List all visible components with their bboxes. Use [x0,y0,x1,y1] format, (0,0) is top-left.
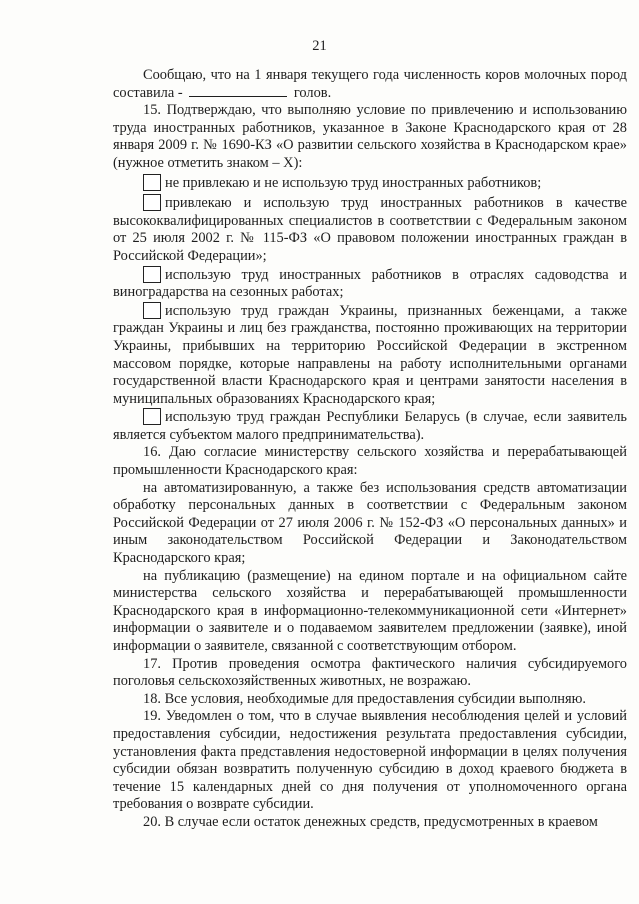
consent-data-processing: на автоматизированную, а также без использования средств автоматизации обработку персональных данных в соответствии с Федеральным законом Российской Федерации от 27 июля 2006 г. № 152-ФЗ «О персональных данных» и иным законодательством Российской Федерации и Законодательством Краснодарского края; [113,479,627,567]
page-number: 21 [312,38,327,54]
checkbox[interactable] [143,174,161,191]
document-body [113,67,627,832]
checkbox[interactable] [143,408,161,425]
checkbox[interactable] [143,266,161,283]
paragraph-19: 19. Уведомлен о том, что в случае выявления несоблюдения целей и условий предоставления субсидии, недостижения результата предоставления субсидии, установления факта представления недостоверной информации в целях получения субсидии обязан возвратить полученную субсидию в доход краевого бюджета в течение 15 календарных дней со дня получения от уполномоченного органа требования о возврате субсидии. [113,708,627,813]
paragraph-16: 16. Даю согласие министерству сельского хозяйства и перерабатывающей промышленности Краснодарского края: [113,444,627,479]
option-seasonal-work: использую труд иностранных работников в отраслях садоводства и виноградарства на сезонных работах; [113,266,627,301]
cow-count-blank[interactable] [189,85,287,97]
checkbox[interactable] [143,194,161,211]
option-belarus-citizens: использую труд граждан Республики Беларусь (в случае, если заявитель является субъектом малого предпринимательства). [113,409,627,443]
cow-count-text: Сообщаю, что на 1 января текущего года численность коров молочных пород составила - [113,67,627,101]
option-no-foreign-workers: не привлекаю и не использую труд иностранных работников; [113,174,627,193]
option-ukraine-citizens: использую труд граждан Украины, признанных беженцами, а также граждан Украины и лиц без гражданства, постоянно проживающих на территории Украины, прибывших на территорию Российской Федерации в экстренном массовом порядке, которые направлены на работу исполнительными органами государственной власти Краснодарского края и центрами занятости населения в муниципальных образованиях Краснодарского края; [113,302,627,407]
consent-publication: на публикацию (размещение) на едином портале и на официальном сайте министерства сельского хозяйства и перерабатывающей промышленности Краснодарского края в информационно-телекоммуникационной сети «Интернет» информации о заявителе и о подаваемом заявителем предложении (заявке), иной информации о заявителе, связанной с соответствующим отбором. [113,567,627,654]
paragraph-20: 20. В случае если остаток денежных средств, предусмотренных в краевом [143,813,598,830]
cow-count-unit: голов. [293,84,332,101]
paragraph-15: 15. Подтверждаю, что выполняю условие по привлечению и использованию труда иностранных работников, указанное в Законе Краснодарского края от 28 января 2009 г. № 1690-КЗ «О развитии сельского хозяйства в Краснодарском крае» (нужное отметить знаком – Х): [113,102,627,171]
paragraph-17: 17. Против проведения осмотра фактического наличия субсидируемого поголовья сельскохозяйственных животных, не возражаю. [113,655,627,690]
cow-count-paragraph [113,67,627,102]
paragraph-18: 18. Все условия, необходимые для предоставления субсидии выполняю. [143,690,586,707]
checkbox[interactable] [143,302,161,319]
option-qualified-specialists: привлекаю и использую труд иностранных работников в качестве высококвалифицированных специалистов в соответствии с Федеральным законом от 25 июля 2002 г. № 115-ФЗ «О правовом положении иностранных граждан в Российской Федерации»; [113,195,627,264]
